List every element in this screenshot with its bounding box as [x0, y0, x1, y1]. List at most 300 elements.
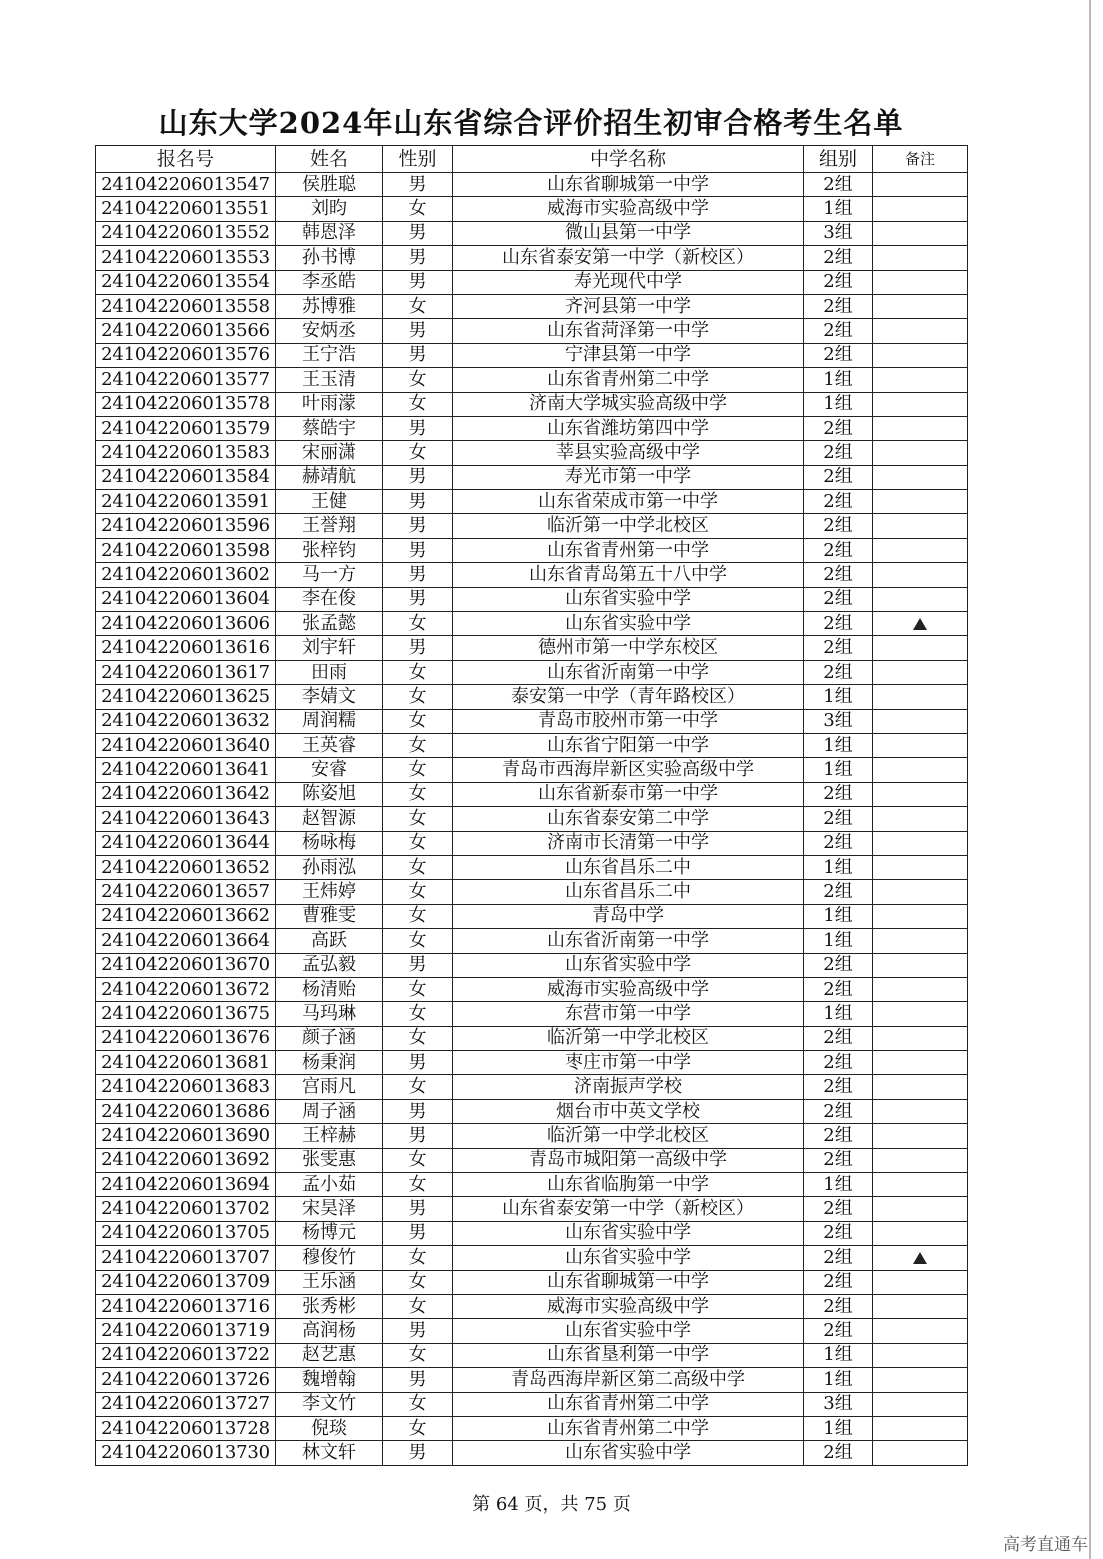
cell-group: 2组 — [804, 953, 873, 977]
cell-name: 高润杨 — [276, 1319, 383, 1343]
header-school: 中学名称 — [453, 146, 804, 173]
cell-school: 山东省沂南第一中学 — [453, 929, 804, 953]
table-row — [96, 660, 968, 684]
cell-gender: 女 — [383, 709, 453, 733]
table-row — [96, 904, 968, 928]
cell-group: 1组 — [804, 1173, 873, 1197]
cell-note — [873, 1246, 968, 1270]
cell-school: 济南振声学校 — [453, 1075, 804, 1099]
table-header-row — [96, 146, 968, 173]
table-row — [96, 1051, 968, 1075]
cell-gender: 男 — [383, 319, 453, 343]
cell-id: 241042206013617 — [96, 660, 276, 684]
cell-gender: 男 — [383, 1197, 453, 1221]
cell-name: 杨博元 — [276, 1221, 383, 1245]
cell-id: 241042206013722 — [96, 1343, 276, 1367]
cell-name: 杨咏梅 — [276, 831, 383, 855]
cell-gender: 男 — [383, 636, 453, 660]
cell-note — [873, 392, 968, 416]
cell-group: 3组 — [804, 221, 873, 245]
cell-note — [873, 1294, 968, 1318]
cell-note — [873, 709, 968, 733]
cell-note — [873, 319, 968, 343]
cell-id: 241042206013730 — [96, 1441, 276, 1465]
table-row — [96, 1392, 968, 1416]
cell-school: 山东省青州第二中学 — [453, 1416, 804, 1440]
cell-group: 2组 — [804, 1124, 873, 1148]
cell-id: 241042206013705 — [96, 1221, 276, 1245]
cell-group: 2组 — [804, 660, 873, 684]
table-row — [96, 1294, 968, 1318]
cell-school: 山东省青州第一中学 — [453, 538, 804, 562]
cell-gender: 女 — [383, 1002, 453, 1026]
cell-group: 2组 — [804, 1197, 873, 1221]
cell-note — [873, 441, 968, 465]
cell-note — [873, 587, 968, 611]
cell-name: 李丞皓 — [276, 270, 383, 294]
cell-note — [873, 563, 968, 587]
table-row — [96, 221, 968, 245]
cell-note — [873, 514, 968, 538]
table-row — [96, 1221, 968, 1245]
cell-id: 241042206013690 — [96, 1124, 276, 1148]
cell-school: 德州市第一中学东校区 — [453, 636, 804, 660]
cell-id: 241042206013577 — [96, 368, 276, 392]
cell-id: 241042206013579 — [96, 416, 276, 440]
table-row — [96, 1343, 968, 1367]
table-row — [96, 343, 968, 367]
cell-group: 1组 — [804, 733, 873, 757]
cell-note — [873, 880, 968, 904]
cell-name: 林文轩 — [276, 1441, 383, 1465]
table-row — [96, 831, 968, 855]
cell-gender: 女 — [383, 197, 453, 221]
cell-gender: 女 — [383, 855, 453, 879]
cell-group: 2组 — [804, 1026, 873, 1050]
cell-school: 微山县第一中学 — [453, 221, 804, 245]
cell-note — [873, 1124, 968, 1148]
cell-gender: 女 — [383, 294, 453, 318]
cell-id: 241042206013726 — [96, 1368, 276, 1392]
cell-name: 高跃 — [276, 929, 383, 953]
cell-note — [873, 416, 968, 440]
table-row — [96, 490, 968, 514]
cell-note — [873, 1051, 968, 1075]
cell-gender: 女 — [383, 807, 453, 831]
table-row — [96, 246, 968, 270]
cell-school: 威海市实验高级中学 — [453, 197, 804, 221]
cell-note — [873, 197, 968, 221]
table-row — [96, 1026, 968, 1050]
cell-note — [873, 1343, 968, 1367]
cell-group: 1组 — [804, 392, 873, 416]
cell-id: 241042206013686 — [96, 1099, 276, 1123]
cell-school: 山东省青州第二中学 — [453, 368, 804, 392]
cell-school: 莘县实验高级中学 — [453, 441, 804, 465]
cell-group: 1组 — [804, 197, 873, 221]
cell-gender: 男 — [383, 416, 453, 440]
cell-group: 2组 — [804, 294, 873, 318]
cell-school: 青岛市胶州市第一中学 — [453, 709, 804, 733]
cell-id: 241042206013583 — [96, 441, 276, 465]
cell-id: 241042206013702 — [96, 1197, 276, 1221]
cell-name: 叶雨濛 — [276, 392, 383, 416]
cell-note — [873, 636, 968, 660]
cell-name: 魏增翰 — [276, 1368, 383, 1392]
cell-name: 赵智源 — [276, 807, 383, 831]
cell-group: 2组 — [804, 1319, 873, 1343]
cell-note — [873, 904, 968, 928]
cell-group: 2组 — [804, 880, 873, 904]
table-row — [96, 319, 968, 343]
cell-id: 241042206013578 — [96, 392, 276, 416]
cell-note — [873, 612, 968, 636]
cell-gender: 男 — [383, 538, 453, 562]
cell-group: 3组 — [804, 1392, 873, 1416]
cell-id: 241042206013652 — [96, 855, 276, 879]
cell-name: 颜子涵 — [276, 1026, 383, 1050]
cell-gender: 男 — [383, 587, 453, 611]
table-row — [96, 1173, 968, 1197]
cell-name: 马一方 — [276, 563, 383, 587]
cell-gender: 男 — [383, 514, 453, 538]
cell-gender: 男 — [383, 1051, 453, 1075]
cell-school: 山东省聊城第一中学 — [453, 173, 804, 197]
cell-group: 1组 — [804, 1343, 873, 1367]
cell-id: 241042206013664 — [96, 929, 276, 953]
cell-note — [873, 1075, 968, 1099]
cell-id: 241042206013641 — [96, 758, 276, 782]
cell-school: 烟台市中英文学校 — [453, 1099, 804, 1123]
cell-group: 1组 — [804, 929, 873, 953]
cell-gender: 男 — [383, 270, 453, 294]
cell-id: 241042206013566 — [96, 319, 276, 343]
cell-group: 1组 — [804, 904, 873, 928]
cell-school: 威海市实验高级中学 — [453, 977, 804, 1001]
header-note: 备注 — [873, 146, 968, 173]
cell-name: 宫雨凡 — [276, 1075, 383, 1099]
cell-group: 1组 — [804, 1416, 873, 1440]
cell-id: 241042206013547 — [96, 173, 276, 197]
cell-gender: 女 — [383, 733, 453, 757]
cell-gender: 女 — [383, 904, 453, 928]
cell-gender: 男 — [383, 221, 453, 245]
cell-note — [873, 929, 968, 953]
cell-note — [873, 294, 968, 318]
cell-note — [873, 343, 968, 367]
cell-school: 山东省临朐第一中学 — [453, 1173, 804, 1197]
cell-school: 济南大学城实验高级中学 — [453, 392, 804, 416]
table-row — [96, 880, 968, 904]
cell-id: 241042206013625 — [96, 685, 276, 709]
table-row — [96, 465, 968, 489]
cell-note — [873, 1221, 968, 1245]
cell-group: 3组 — [804, 709, 873, 733]
cell-id: 241042206013644 — [96, 831, 276, 855]
cell-name: 李文竹 — [276, 1392, 383, 1416]
cell-gender: 女 — [383, 1148, 453, 1172]
cell-id: 241042206013692 — [96, 1148, 276, 1172]
cell-gender: 女 — [383, 1173, 453, 1197]
cell-note — [873, 733, 968, 757]
table-row — [96, 270, 968, 294]
cell-group: 2组 — [804, 1441, 873, 1465]
cell-name: 孟弘毅 — [276, 953, 383, 977]
cell-gender: 女 — [383, 758, 453, 782]
cell-gender: 女 — [383, 1392, 453, 1416]
cell-note — [873, 1002, 968, 1026]
cell-school: 枣庄市第一中学 — [453, 1051, 804, 1075]
cell-id: 241042206013719 — [96, 1319, 276, 1343]
cell-note — [873, 807, 968, 831]
table-row — [96, 1148, 968, 1172]
cell-school: 青岛市西海岸新区实验高级中学 — [453, 758, 804, 782]
cell-group: 1组 — [804, 855, 873, 879]
cell-school: 临沂第一中学北校区 — [453, 1124, 804, 1148]
cell-name: 王炜婷 — [276, 880, 383, 904]
cell-name: 赫靖航 — [276, 465, 383, 489]
cell-group: 2组 — [804, 782, 873, 806]
cell-gender: 女 — [383, 660, 453, 684]
cell-group: 2组 — [804, 1099, 873, 1123]
cell-group: 2组 — [804, 1294, 873, 1318]
cell-id: 241042206013707 — [96, 1246, 276, 1270]
page-edge-line — [1089, 0, 1091, 1559]
cell-gender: 女 — [383, 977, 453, 1001]
cell-group: 2组 — [804, 831, 873, 855]
cell-note — [873, 490, 968, 514]
cell-id: 241042206013662 — [96, 904, 276, 928]
table-row — [96, 953, 968, 977]
table-row — [96, 1197, 968, 1221]
cell-gender: 女 — [383, 1026, 453, 1050]
cell-name: 刘宇轩 — [276, 636, 383, 660]
cell-note — [873, 855, 968, 879]
table-row — [96, 709, 968, 733]
cell-id: 241042206013675 — [96, 1002, 276, 1026]
cell-school: 山东省宁阳第一中学 — [453, 733, 804, 757]
cell-group: 2组 — [804, 636, 873, 660]
cell-group: 1组 — [804, 1002, 873, 1026]
cell-name: 宋昊泽 — [276, 1197, 383, 1221]
cell-id: 241042206013640 — [96, 733, 276, 757]
cell-id: 241042206013643 — [96, 807, 276, 831]
cell-school: 济南市长清第一中学 — [453, 831, 804, 855]
cell-school: 临沂第一中学北校区 — [453, 514, 804, 538]
cell-id: 241042206013632 — [96, 709, 276, 733]
cell-note — [873, 831, 968, 855]
cell-gender: 女 — [383, 831, 453, 855]
cell-id: 241042206013596 — [96, 514, 276, 538]
cell-school: 青岛市城阳第一高级中学 — [453, 1148, 804, 1172]
cell-group: 2组 — [804, 612, 873, 636]
header-gender: 性别 — [383, 146, 453, 173]
cell-group: 2组 — [804, 514, 873, 538]
cell-name: 韩恩泽 — [276, 221, 383, 245]
cell-id: 241042206013709 — [96, 1270, 276, 1294]
cell-school: 山东省泰安第一中学（新校区） — [453, 1197, 804, 1221]
table-row — [96, 977, 968, 1001]
cell-note — [873, 685, 968, 709]
cell-group: 2组 — [804, 270, 873, 294]
cell-group: 2组 — [804, 319, 873, 343]
cell-group: 1组 — [804, 1368, 873, 1392]
table-row — [96, 1270, 968, 1294]
cell-school: 山东省青岛第五十八中学 — [453, 563, 804, 587]
cell-id: 241042206013681 — [96, 1051, 276, 1075]
cell-name: 穆俊竹 — [276, 1246, 383, 1270]
cell-name: 刘昀 — [276, 197, 383, 221]
cell-school: 威海市实验高级中学 — [453, 1294, 804, 1318]
cell-id: 241042206013727 — [96, 1392, 276, 1416]
page-title: 山东大学2024年山东省综合评价招生初审合格考生名单 — [158, 106, 904, 140]
table-row — [96, 1099, 968, 1123]
table-row — [96, 733, 968, 757]
cell-school: 山东省青州第二中学 — [453, 1392, 804, 1416]
cell-name: 赵艺惠 — [276, 1343, 383, 1367]
cell-id: 241042206013552 — [96, 221, 276, 245]
cell-note — [873, 1148, 968, 1172]
cell-note — [873, 1099, 968, 1123]
cell-school: 青岛中学 — [453, 904, 804, 928]
cell-school: 齐河县第一中学 — [453, 294, 804, 318]
cell-group: 2组 — [804, 587, 873, 611]
cell-id: 241042206013598 — [96, 538, 276, 562]
cell-school: 寿光市第一中学 — [453, 465, 804, 489]
cell-gender: 女 — [383, 1270, 453, 1294]
cell-id: 241042206013728 — [96, 1416, 276, 1440]
cell-note — [873, 1319, 968, 1343]
cell-group: 2组 — [804, 416, 873, 440]
cell-note — [873, 660, 968, 684]
cell-school: 山东省实验中学 — [453, 1221, 804, 1245]
cell-name: 李在俊 — [276, 587, 383, 611]
cell-id: 241042206013616 — [96, 636, 276, 660]
table-row — [96, 587, 968, 611]
cell-group: 2组 — [804, 538, 873, 562]
cell-school: 山东省泰安第一中学（新校区） — [453, 246, 804, 270]
cell-group: 2组 — [804, 441, 873, 465]
cell-note — [873, 977, 968, 1001]
cell-gender: 女 — [383, 1416, 453, 1440]
cell-gender: 女 — [383, 929, 453, 953]
cell-gender: 男 — [383, 465, 453, 489]
cell-group: 2组 — [804, 1075, 873, 1099]
table-row — [96, 197, 968, 221]
cell-name: 王健 — [276, 490, 383, 514]
cell-name: 周子涵 — [276, 1099, 383, 1123]
cell-gender: 男 — [383, 173, 453, 197]
cell-gender: 男 — [383, 1124, 453, 1148]
table-row — [96, 392, 968, 416]
cell-gender: 男 — [383, 1441, 453, 1465]
cell-name: 王梓赫 — [276, 1124, 383, 1148]
cell-name: 张孟懿 — [276, 612, 383, 636]
cell-note — [873, 953, 968, 977]
cell-group: 2组 — [804, 343, 873, 367]
cell-note — [873, 1197, 968, 1221]
cell-gender: 男 — [383, 246, 453, 270]
table-row — [96, 1246, 968, 1270]
cell-school: 山东省实验中学 — [453, 1246, 804, 1270]
cell-name: 张梓钧 — [276, 538, 383, 562]
table-row — [96, 441, 968, 465]
table-row — [96, 416, 968, 440]
cell-name: 蔡皓宇 — [276, 416, 383, 440]
cell-name: 周润糯 — [276, 709, 383, 733]
cell-school: 山东省菏泽第一中学 — [453, 319, 804, 343]
cell-school: 东营市第一中学 — [453, 1002, 804, 1026]
cell-gender: 女 — [383, 1294, 453, 1318]
cell-school: 山东省昌乐二中 — [453, 880, 804, 904]
cell-id: 241042206013606 — [96, 612, 276, 636]
cell-id: 241042206013683 — [96, 1075, 276, 1099]
header-group: 组别 — [804, 146, 873, 173]
table-row — [96, 685, 968, 709]
cell-school: 山东省实验中学 — [453, 587, 804, 611]
cell-id: 241042206013670 — [96, 953, 276, 977]
table-row — [96, 758, 968, 782]
cell-name: 安炳丞 — [276, 319, 383, 343]
cell-name: 王英睿 — [276, 733, 383, 757]
table-row — [96, 807, 968, 831]
note-triangle-icon — [913, 1252, 927, 1264]
table-row — [96, 1368, 968, 1392]
table-row — [96, 1319, 968, 1343]
cell-group: 1组 — [804, 758, 873, 782]
cell-name: 杨清贻 — [276, 977, 383, 1001]
cell-id: 241042206013554 — [96, 270, 276, 294]
cell-group: 2组 — [804, 563, 873, 587]
table-row — [96, 929, 968, 953]
cell-group: 1组 — [804, 368, 873, 392]
cell-name: 倪琰 — [276, 1416, 383, 1440]
cell-name: 苏博雅 — [276, 294, 383, 318]
cell-group: 2组 — [804, 465, 873, 489]
cell-school: 山东省新泰市第一中学 — [453, 782, 804, 806]
cell-id: 241042206013558 — [96, 294, 276, 318]
table-row — [96, 855, 968, 879]
cell-school: 临沂第一中学北校区 — [453, 1026, 804, 1050]
cell-id: 241042206013553 — [96, 246, 276, 270]
cell-gender: 男 — [383, 563, 453, 587]
cell-id: 241042206013576 — [96, 343, 276, 367]
cell-name: 李婧文 — [276, 685, 383, 709]
cell-name: 王誉翔 — [276, 514, 383, 538]
cell-note — [873, 270, 968, 294]
table-row — [96, 563, 968, 587]
cell-gender: 女 — [383, 1075, 453, 1099]
cell-group: 2组 — [804, 246, 873, 270]
cell-name: 曹雅雯 — [276, 904, 383, 928]
cell-group: 2组 — [804, 1148, 873, 1172]
cell-gender: 女 — [383, 612, 453, 636]
cell-id: 241042206013551 — [96, 197, 276, 221]
header-name: 姓名 — [276, 146, 383, 173]
table-row — [96, 612, 968, 636]
page-footer: 第 64 页，共 75 页 — [472, 1494, 631, 1515]
cell-name: 田雨 — [276, 660, 383, 684]
cell-gender: 女 — [383, 782, 453, 806]
table-row — [96, 1075, 968, 1099]
cell-gender: 男 — [383, 1221, 453, 1245]
cell-school: 宁津县第一中学 — [453, 343, 804, 367]
cell-school: 山东省实验中学 — [453, 953, 804, 977]
cell-gender: 男 — [383, 1319, 453, 1343]
table-row — [96, 636, 968, 660]
cell-gender: 男 — [383, 490, 453, 514]
cell-school: 青岛西海岸新区第二高级中学 — [453, 1368, 804, 1392]
